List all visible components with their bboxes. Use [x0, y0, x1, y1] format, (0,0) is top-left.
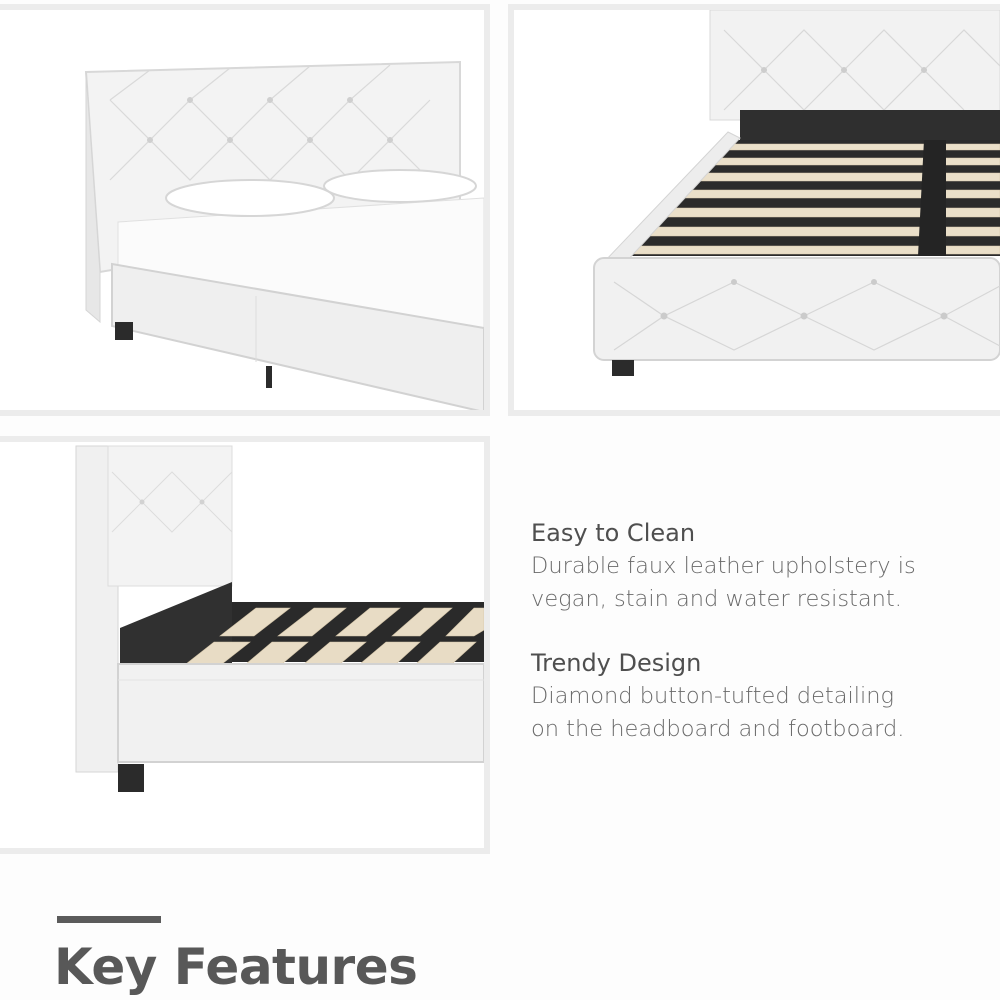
- bed-side-rail-photo: [0, 436, 490, 854]
- feature-description-line: Diamond button-tufted detailing: [531, 683, 895, 709]
- page-title: Key Features: [54, 938, 418, 996]
- feature-title: Trendy Design: [531, 649, 702, 677]
- bed-side-image: [0, 442, 484, 848]
- bed-slats-image: [514, 10, 1000, 410]
- feature-title: Easy to Clean: [531, 519, 696, 547]
- feature-description-line: Durable faux leather upholstery is: [531, 553, 916, 579]
- heading-accent-bar: [57, 916, 161, 923]
- feature-description-line: on the headboard and footboard.: [531, 716, 905, 742]
- feature-easy-to-clean: [531, 516, 971, 616]
- feature-description-line: vegan, stain and water resistant.: [531, 586, 902, 612]
- features-list: [531, 516, 971, 776]
- bed-slats-footboard-photo: [508, 4, 1000, 416]
- bed-headboard-photo: [0, 4, 490, 416]
- feature-trendy-design: [531, 646, 971, 746]
- bed-headboard-image: [0, 10, 484, 410]
